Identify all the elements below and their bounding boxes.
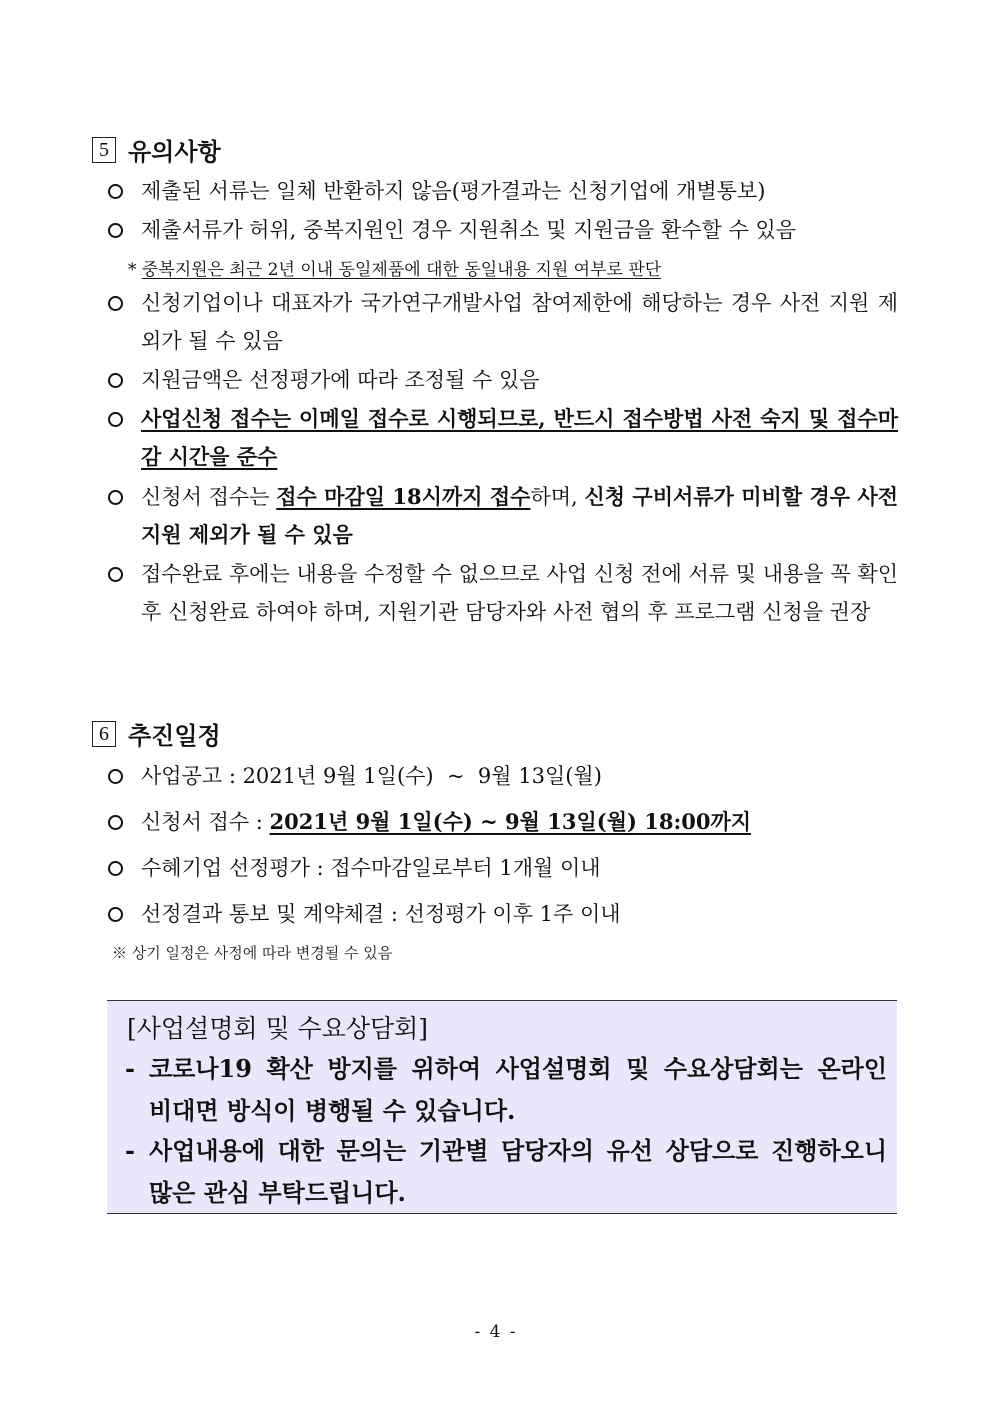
dash-bullet: - xyxy=(125,1136,135,1165)
circle-bullet-icon xyxy=(108,184,123,199)
item-text: 수혜기업 선정평가 : 접수마감일로부터 1개월 이내 xyxy=(141,856,601,880)
item-text-emphasis: 사업신청 접수는 이메일 접수로 시행되므로, 반드시 접수방법 사전 숙지 및 접수마감 시간을 준수 xyxy=(141,406,898,469)
circle-bullet-icon xyxy=(108,296,123,311)
exclusion-emphasis: 신청 구비서류가 미비할 경우 사전 지원 제외가 될 수 있음 xyxy=(141,484,898,547)
section-number-box: 6 xyxy=(92,721,116,747)
notice-line-cont xyxy=(125,1172,887,1214)
notice-text: 비대면 방식이 병행될 수 있습니다. xyxy=(149,1096,516,1125)
list-item xyxy=(108,803,898,841)
circle-bullet-icon xyxy=(108,567,123,582)
item-text: 제출서류가 허위, 중복지원인 경우 지원취소 및 지원금을 환수할 수 있음 xyxy=(141,218,797,242)
circle-bullet-icon xyxy=(108,769,123,784)
list-item xyxy=(108,757,898,795)
notice-line-cont xyxy=(125,1090,887,1132)
list-item xyxy=(108,849,898,887)
item-text xyxy=(141,803,898,841)
notice-box xyxy=(107,1000,897,1214)
item-text: 지원금액은 선정평가에 따라 조정될 수 있음 xyxy=(141,368,540,392)
dash-bullet: - xyxy=(125,1054,135,1083)
item-label: 신청서 접수 : xyxy=(141,810,270,834)
note-text: 중복지원은 최근 2년 이내 동일제품에 대한 동일내용 지원 여부로 판단 xyxy=(141,260,662,280)
section-number-box: 5 xyxy=(92,137,116,163)
circle-bullet-icon xyxy=(108,373,123,388)
section-title: 추진일정 xyxy=(128,722,221,750)
item-text-part: 신청서 접수는 xyxy=(141,485,277,509)
note-asterisk: * xyxy=(128,260,137,280)
list-item xyxy=(108,555,898,631)
section-5-heading xyxy=(92,132,221,167)
circle-bullet-icon xyxy=(108,490,123,505)
section-title: 유의사항 xyxy=(128,138,221,166)
circle-bullet-icon xyxy=(108,815,123,830)
item-text: 제출된 서류는 일체 반환하지 않음(평가결과는 신청기업에 개별통보) xyxy=(141,179,766,203)
schedule-note: ※ 상기 일정은 사정에 따라 변경될 수 있음 xyxy=(112,944,393,962)
item-text xyxy=(141,478,898,554)
item-text: 사업공고 : 2021년 9월 1일(수) ~ 9월 13일(월) xyxy=(141,764,602,788)
list-item xyxy=(108,400,898,476)
notice-text: 많은 관심 부탁드립니다. xyxy=(149,1178,406,1207)
section-6-heading xyxy=(92,716,221,751)
list-item xyxy=(108,361,898,399)
item-text: 선정결과 통보 및 계약체결 : 선정평가 이후 1주 이내 xyxy=(141,902,621,926)
notice-text: 코로나19 확산 방지를 위하여 사업설명회 및 수요상담회는 온라인 xyxy=(149,1054,887,1083)
item-text: 접수완료 후에는 내용을 수정할 수 없으므로 사업 신청 전에 서류 및 내용을 꼭 확인 후 신청완료 하여야 하며, 지원기관 담당자와 사전 협의 후 프로그램 신청을 권장 xyxy=(141,562,898,624)
notice-line xyxy=(125,1130,887,1172)
notice-text: 사업내용에 대한 문의는 기관별 담당자의 유선 상담으로 진행하오니 xyxy=(149,1136,887,1165)
list-item xyxy=(108,211,898,249)
item-text-part: 하며, xyxy=(530,485,585,509)
circle-bullet-icon xyxy=(108,861,123,876)
circle-bullet-icon xyxy=(108,907,123,922)
duplicate-support-note xyxy=(128,255,661,280)
circle-bullet-icon xyxy=(108,412,123,427)
deadline-emphasis: 접수 마감일 18시까지 접수 xyxy=(276,484,531,509)
notice-box-title: [사업설명회 및 수요상담회] xyxy=(127,1014,429,1043)
notice-line xyxy=(125,1048,887,1090)
list-item xyxy=(108,284,898,360)
list-item xyxy=(108,478,898,554)
circle-bullet-icon xyxy=(108,223,123,238)
list-item xyxy=(108,895,898,933)
page-number: - 4 - xyxy=(474,1322,518,1342)
list-item xyxy=(108,172,898,210)
item-text: 신청기업이나 대표자가 국가연구개발사업 참여제한에 해당하는 경우 사전 지원 제외가 될 수 있음 xyxy=(141,291,898,353)
application-period: 2021년 9월 1일(수) ~ 9월 13일(월) 18:00까지 xyxy=(269,809,752,834)
